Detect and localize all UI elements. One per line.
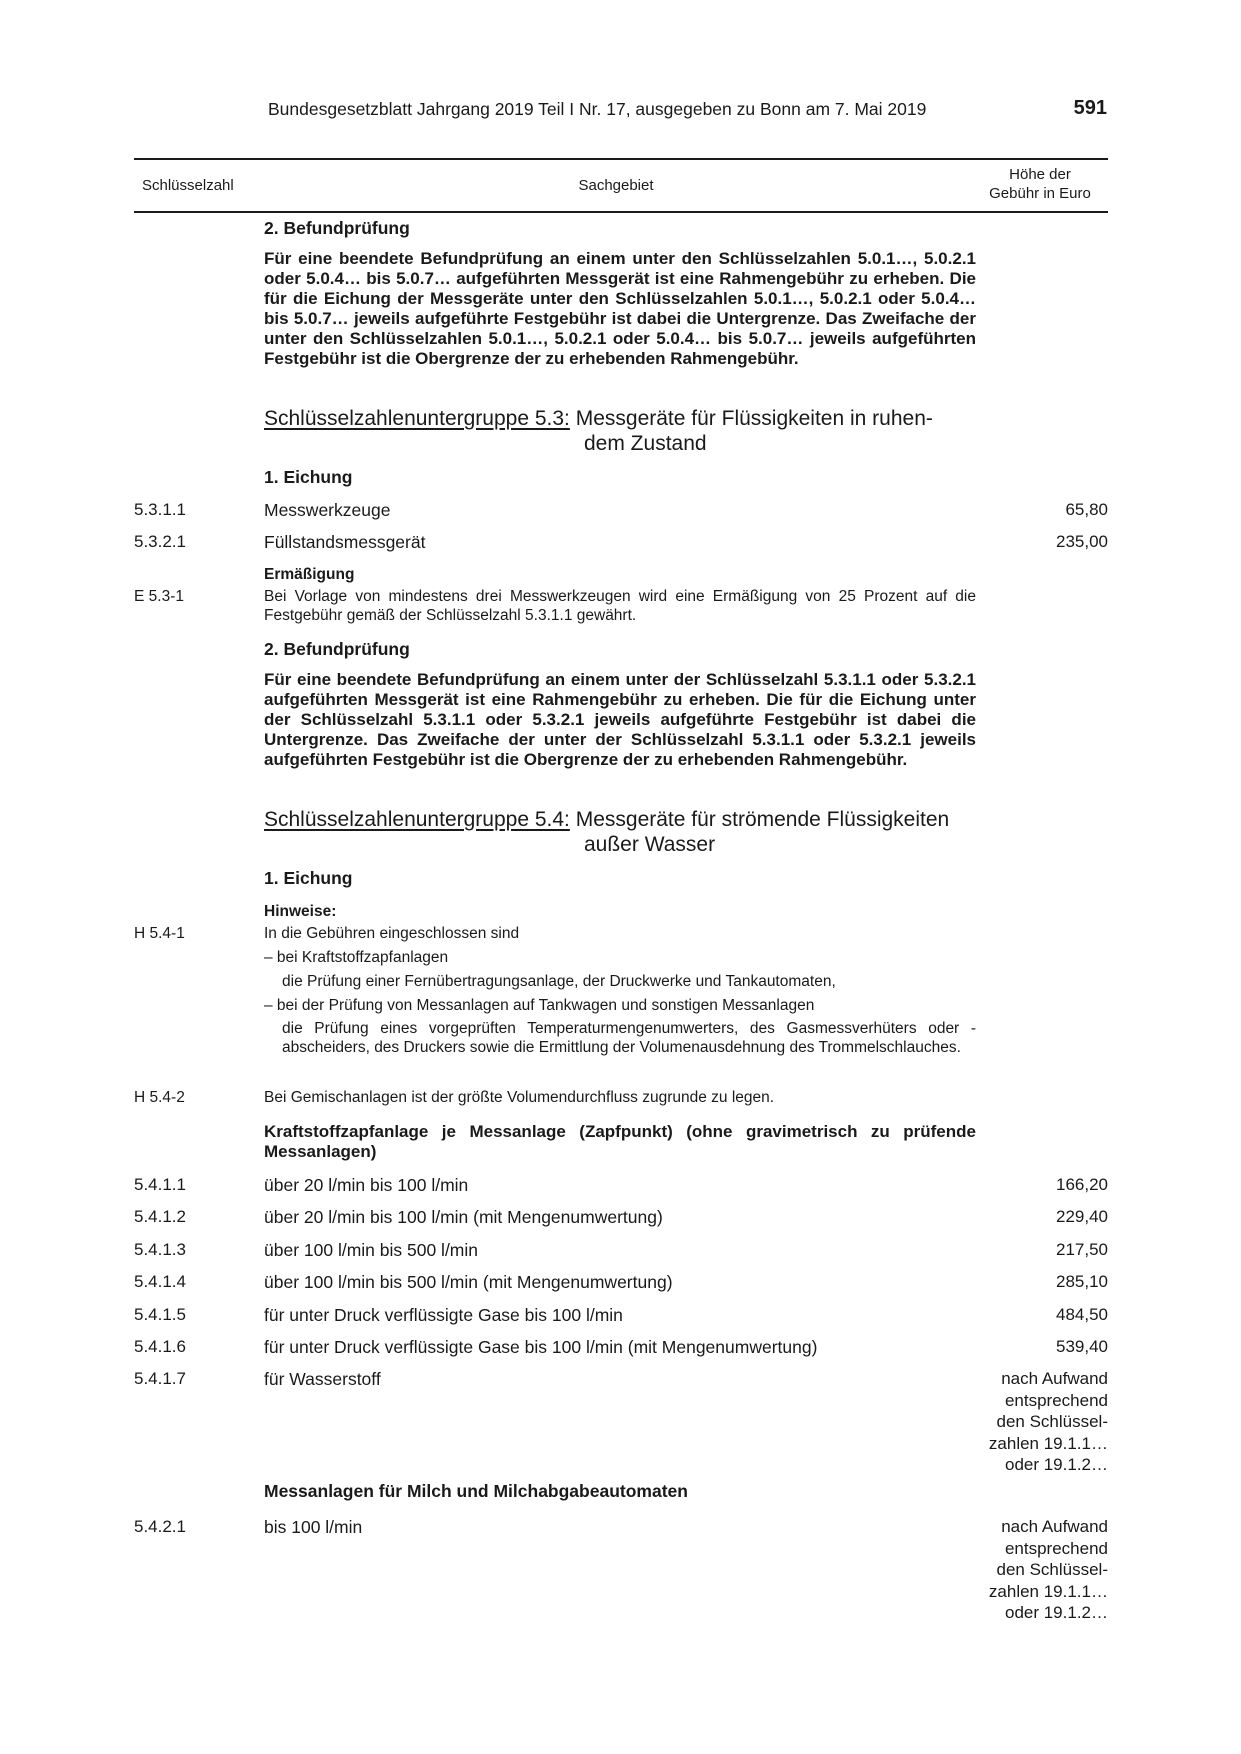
fee-note-line: nach Aufwand <box>1001 1517 1108 1536</box>
row-subject: über 100 l/min bis 500 l/min (mit Mengenumwertung) <box>264 1272 673 1292</box>
subgroup-label: Schlüsselzahlenuntergruppe 5.4: <box>264 808 570 831</box>
note-code: H 5.4-1 <box>134 925 185 942</box>
fee-note-line: entsprechend <box>1004 1390 1108 1410</box>
note-text: Bei Gemischanlagen ist der größte Volumendurchfluss zugrunde zu legen. <box>264 1089 775 1106</box>
subgroup-5-3-title <box>264 406 976 456</box>
reduction-text: Bei Vorlage von mindestens drei Messwerkzeugen wird eine Ermäßigung von 25 Prozent auf die Festgebühr gemäß der Schlüsselzahl 5.3.1.1 gewährt. <box>264 588 976 624</box>
row-subject: Füllstandsmessgerät <box>264 532 426 552</box>
subgroup-title-line2: dem Zustand <box>584 432 707 455</box>
row-code: 5.4.2.1 <box>134 1517 186 1536</box>
row-code: 5.4.1.3 <box>134 1240 186 1259</box>
subgroup-label: Schlüsselzahlenuntergruppe 5.3: <box>264 407 570 430</box>
note-dash-text: die Prüfung einer Fernübertragungsanlage, der Druckwerke und Tankautomaten, <box>282 973 836 990</box>
eichung-heading: 1. Eichung <box>264 868 353 888</box>
row-code: 5.3.1.1 <box>134 500 186 519</box>
fee-note-line: oder 19.1.2… <box>1004 1603 1108 1622</box>
row-subject: für Wasserstoff <box>264 1369 381 1389</box>
row-code: 5.3.2.1 <box>134 532 186 551</box>
row-code: 5.4.1.4 <box>134 1272 186 1291</box>
fee-note-line: entsprechend <box>1004 1538 1108 1558</box>
note-intro: In die Gebühren eingeschlossen sind <box>264 925 520 942</box>
row-subject: über 20 l/min bis 100 l/min (mit Mengenumwertung) <box>264 1207 663 1227</box>
reduction-code: E 5.3-1 <box>134 588 184 605</box>
fee-note-line: zahlen 19.1.1… <box>988 1581 1108 1601</box>
befundpruefung-heading: 2. Befundprüfung <box>264 218 410 238</box>
table-header-rule <box>134 211 1108 213</box>
note-dash-item: – bei Kraftstoffzapfanlagen <box>264 949 449 966</box>
note-text <box>264 924 976 1057</box>
running-header: Bundesgesetzblatt Jahrgang 2019 Teil I Nr. 17, ausgegeben zu Bonn am 7. Mai 2019 <box>268 99 927 119</box>
row-fee: 484,50 <box>1056 1305 1108 1324</box>
befundpruefung-heading: 2. Befundprüfung <box>264 639 410 659</box>
row-code: 5.4.1.6 <box>134 1337 186 1356</box>
milch-heading: Messanlagen für Milch und Milchabgabeautomaten <box>264 1481 688 1501</box>
subgroup-title-line1: Messgeräte für strömende Flüssigkeiten <box>575 808 950 831</box>
row-fee: 65,80 <box>1065 500 1108 519</box>
column-header-fee-line1: Höhe der <box>1009 166 1071 183</box>
row-code: 5.4.1.7 <box>134 1369 186 1388</box>
column-header-subject: Sachgebiet <box>578 177 654 194</box>
subgroup-title-line2: außer Wasser <box>584 833 716 856</box>
fee-note-line: oder 19.1.2… <box>1004 1455 1108 1474</box>
row-subject: über 100 l/min bis 500 l/min <box>264 1240 478 1260</box>
page-number: 591 <box>1073 97 1107 119</box>
row-code: 5.4.1.5 <box>134 1305 186 1324</box>
kraftstoff-heading: Kraftstoffzapfanlage je Messanlage (Zapfpunkt) (ohne gravimetrisch zu prüfende Messanlagen) <box>264 1122 976 1161</box>
fee-note-line: den Schlüssel- <box>996 1560 1108 1579</box>
column-header-code: Schlüsselzahl <box>142 177 234 194</box>
table-top-rule <box>134 158 1108 160</box>
row-subject: bis 100 l/min <box>264 1517 363 1537</box>
row-subject: für unter Druck verflüssigte Gase bis 100 l/min <box>264 1305 623 1325</box>
fee-note-line: nach Aufwand <box>1001 1369 1108 1388</box>
row-fee: 166,20 <box>1056 1175 1108 1194</box>
note-code: H 5.4-2 <box>134 1089 185 1106</box>
row-fee: 539,40 <box>1056 1337 1108 1356</box>
row-subject: Messwerkzeuge <box>264 500 391 520</box>
befundpruefung-text: Für eine beendete Befundprüfung an einem unter den Schlüsselzahlen 5.0.1…, 5.0.2.1 oder 5.0.4… bis 5.0.7… aufgeführten Messgerät ist eine Rahmengebühr zu erheben. Die für die Eichung der Messgeräte unter den Schlüsselzahlen 5.0.1…, 5.0.2.1 oder 5.0.4… bis 5.0.7… jeweils aufgeführte Festgebühr ist dabei die Untergrenze. Das Zweifache der unter den Schlüsselzahlen 5.0.1…, 5.0.2.1 oder 5.0.4… bis 5.0.7… jeweils aufgeführten Festgebühr ist die Obergrenze der zu erhebenden Rahmengebühr. <box>264 249 976 368</box>
column-header-fee-line2: Gebühr in Euro <box>989 185 1091 202</box>
row-fee: 285,10 <box>1056 1272 1108 1291</box>
row-subject: über 20 l/min bis 100 l/min <box>264 1175 469 1195</box>
row-fee: 217,50 <box>1056 1240 1108 1259</box>
subgroup-title-line1: Messgeräte für Flüssigkeiten in ruhen- <box>575 407 933 430</box>
fee-note-line: zahlen 19.1.1… <box>988 1433 1108 1453</box>
befundpruefung-text: Für eine beendete Befundprüfung an einem unter der Schlüsselzahl 5.3.1.1 oder 5.3.2.1 aufgeführten Messgerät ist eine Rahmengebühr zu erheben. Die für die Eichung unter der Schlüsselzahl 5.3.1.1 oder 5.3.2.1 jeweils aufgeführte Festgebühr ist dabei die Untergrenze. Das Zweifache der unter der Schlüsselzahl 5.3.1.1 oder 5.3.2.1 jeweils aufgeführten Festgebühr ist die Obergrenze der zu erhebenden Rahmengebühr. <box>264 670 976 769</box>
ermaessigung-heading: Ermäßigung <box>264 566 355 583</box>
row-code: 5.4.1.1 <box>134 1175 186 1194</box>
row-subject: für unter Druck verflüssigte Gase bis 100 l/min (mit Mengenumwertung) <box>264 1337 818 1357</box>
row-code: 5.4.1.2 <box>134 1207 186 1226</box>
row-fee: 229,40 <box>1056 1207 1108 1226</box>
row-fee: 235,00 <box>1056 532 1108 551</box>
note-dash-text: die Prüfung eines vorgeprüften Temperaturmengenumwerters, des Gasmessverhüters oder -abscheiders, des Druckers sowie die Ermittlung der Volumenausdehnung des Trommelschlauches. <box>282 1020 976 1056</box>
row-fee-note <box>989 1368 1108 1476</box>
fee-note-line: den Schlüssel- <box>996 1412 1108 1431</box>
column-header-fee <box>972 165 1108 203</box>
hinweise-heading: Hinweise: <box>264 903 337 920</box>
note-dash-item: – bei der Prüfung von Messanlagen auf Tankwagen und sonstigen Messanlagen <box>264 997 815 1014</box>
eichung-heading: 1. Eichung <box>264 467 353 487</box>
subgroup-5-4-title <box>264 807 976 857</box>
row-fee-note <box>989 1516 1108 1624</box>
